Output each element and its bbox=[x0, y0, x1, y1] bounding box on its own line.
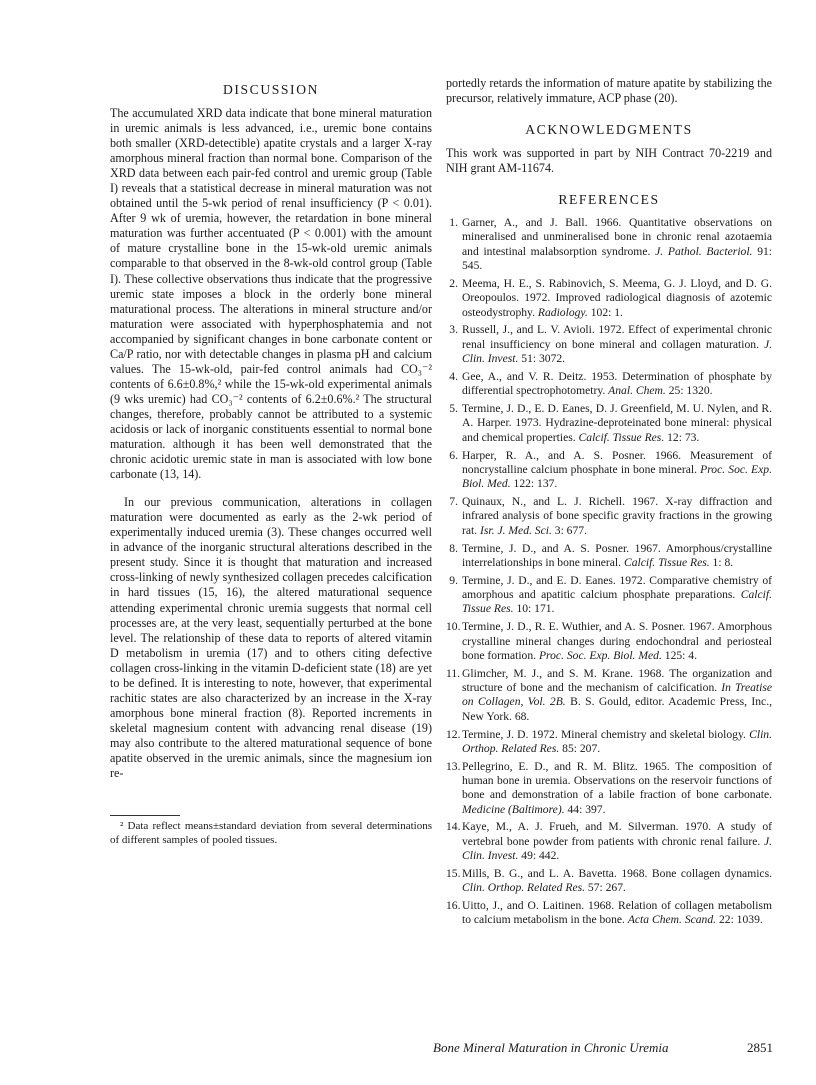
reference-citation: 122: 137. bbox=[513, 477, 558, 491]
reference-authors-title: Glimcher, M. J., and S. M. Krane. 1968. The organization and structure of bone and the mechanism of calcification. bbox=[462, 666, 772, 695]
reference-item bbox=[446, 728, 772, 757]
reference-journal: Calcif. Tissue Res. bbox=[462, 588, 772, 616]
reference-item bbox=[446, 760, 772, 817]
reference-number: 2. bbox=[449, 276, 458, 290]
discussion-paragraph-1: The accumulated XRD data indicate that bone mineral maturation in uremic animals is less advanced, i.e., uremic bone contains both smaller (XRD-detectible) apatite crystals and a larger X-ray amorphous mineral fraction than normal bone. Comparison of the XRD data between each pair-fed control and uremic group (Table I) reveals that a statistical decrease in mineral maturation was not obtained until the 5-wk period of renal insufficiency (P < 0.01). After 9 wk of uremia, however, the retardation in bone mineral maturation was further accentuated (P < 0.001) with the amount of mature crystalline bone in the 15-wk-old uremic animals comparable to that observed in the 8-wk-old control group (Table I). These collective observations thus indicate that the progressive uremic state imposes a block in the orderly bone mineral maturational process. The alterations in mineral structure and/or maturation were associated with hyperphosphatemia and not accompanied by significant changes in bone carbonate content or Ca/P ratio, nor with detectable changes in plasma pH and calcium values. The 15-wk-old, pair-fed control animals had CO₃⁻² contents of 6.6±0.8%,² while the 15-wk-old experimental animals (9 wks uremic) had CO₃⁻² contents of 6.2±0.6%.² The structural changes, therefore, probably cannot be attributed to a systemic acidosis or lack of inorganic constituents essential to normal bone maturation. although it has been well demonstrated that the chronic acidotic uremic state in man is associated with low bone carbonate (13, 14). bbox=[110, 106, 432, 482]
reference-authors-title: Pellegrino, E. D., and R. M. Blitz. 1965. The composition of human bone in uremia. Observations on the reservoir functions of bone and demonstration of a labile fraction of bone carbonate. bbox=[462, 759, 772, 802]
reference-number: 5. bbox=[449, 402, 458, 416]
reference-item bbox=[446, 277, 772, 320]
acknowledgments-text: This work was supported in part by NIH Contract 70-2219 and NIH grant AM-11674. bbox=[446, 146, 772, 176]
reference-citation: 44: 397. bbox=[567, 802, 606, 816]
reference-citation: 3: 677. bbox=[554, 523, 587, 537]
reference-citation: B. S. Gould, editor. Academic Press, Inc., New York. 68. bbox=[462, 695, 773, 723]
reference-citation: 125: 4. bbox=[664, 648, 697, 662]
reference-journal: Calcif. Tissue Res. bbox=[578, 430, 665, 444]
discussion-paragraph-3: portedly retards the information of mature apatite by stabilizing the precursor, relatively immature, ACP phase (20). bbox=[446, 76, 772, 106]
reference-number: 10. bbox=[446, 620, 461, 634]
left-column bbox=[110, 82, 432, 847]
reference-citation: 12: 73. bbox=[667, 430, 700, 444]
reference-journal: J. Clin. Invest. bbox=[462, 337, 772, 366]
reference-authors-title: Termine, J. D., and A. S. Posner. 1967. Amorphous/crystalline interrelationships in bone mineral. bbox=[462, 541, 772, 569]
acknowledgments-heading: ACKNOWLEDGMENTS bbox=[525, 122, 693, 138]
reference-journal: Medicine (Baltimore). bbox=[462, 802, 565, 816]
reference-citation: 10: 171. bbox=[516, 602, 555, 616]
reference-item bbox=[446, 667, 772, 724]
reference-authors-title: Termine, J. D., and E. D. Eanes. 1972. Comparative chemistry of amorphous and apatitic calcium phosphate preparations. bbox=[462, 573, 772, 602]
footnote-rule bbox=[110, 815, 180, 816]
reference-citation: 102: 1. bbox=[590, 305, 623, 319]
reference-authors-title: Mills, B. G., and L. A. Bavetta. 1968. Bone collagen dynamics. bbox=[462, 866, 772, 880]
reference-journal: Radiology. bbox=[537, 305, 588, 319]
reference-authors-title: Meema, H. E., S. Rabinovich, S. Meema, G. J. Lloyd, and D. G. Oreopoulos. 1972. Improved radiological diagnosis of azotemic osteodystrophy. bbox=[462, 276, 772, 319]
reference-item bbox=[446, 574, 772, 617]
reference-list bbox=[446, 216, 772, 928]
reference-authors-title: Kaye, M., A. J. Frueh, and M. Silverman. 1970. A study of vertebral bone powder from patients with chronic renal failure. bbox=[462, 820, 772, 848]
reference-journal: Clin. Orthop. Related Res. bbox=[462, 881, 586, 895]
page-number: 2851 bbox=[747, 1040, 773, 1055]
reference-journal: Anal. Chem. bbox=[608, 384, 666, 398]
footnote: ² Data reflect means±standard deviation from several determinations of different samples of pooled tissues. bbox=[110, 820, 432, 846]
page-footer bbox=[433, 1040, 773, 1056]
reference-authors-title: Gee, A., and V. R. Deitz. 1953. Determination of phosphate by differential spectrophotometry. bbox=[462, 369, 772, 398]
reference-item bbox=[446, 620, 772, 663]
reference-item bbox=[446, 867, 772, 896]
reference-item bbox=[446, 402, 772, 445]
reference-citation: 25: 1320. bbox=[668, 384, 713, 398]
reference-item bbox=[446, 323, 772, 366]
reference-item bbox=[446, 216, 772, 273]
reference-authors-title: Quinaux, N., and L. J. Richell. 1967. X-ray diffraction and infrared analysis of bone specific gravity fractions in the growing rat. bbox=[462, 495, 772, 537]
reference-journal: Acta Chem. Scand. bbox=[627, 913, 717, 927]
reference-item bbox=[446, 820, 772, 863]
reference-number: 12. bbox=[446, 727, 461, 741]
discussion-heading: DISCUSSION bbox=[222, 82, 320, 97]
reference-journal: Proc. Soc. Exp. Biol. Med. bbox=[538, 648, 662, 662]
reference-citation: 85: 207. bbox=[562, 741, 601, 755]
reference-item bbox=[446, 495, 772, 538]
reference-item bbox=[446, 370, 772, 399]
reference-citation: 91: 545. bbox=[462, 244, 773, 273]
reference-number: 11. bbox=[446, 666, 461, 680]
reference-authors-title: Termine, J. D., R. E. Wuthier, and A. S. Posner. 1967. Amorphous crystalline mineral changes during endochondral and periosteal bone formation. bbox=[462, 620, 772, 662]
reference-citation: 51: 3072. bbox=[521, 352, 566, 366]
reference-journal: J. Pathol. Bacteriol. bbox=[655, 244, 753, 258]
reference-journal: Isr. J. Med. Sci. bbox=[480, 523, 552, 537]
reference-number: 1. bbox=[449, 216, 458, 230]
reference-citation: 49: 442. bbox=[521, 849, 560, 863]
reference-journal: J. Clin. Invest. bbox=[462, 834, 772, 863]
reference-number: 8. bbox=[449, 541, 458, 555]
reference-journal: Clin. Orthop. Related Res. bbox=[462, 727, 772, 755]
reference-number: 14. bbox=[446, 820, 461, 834]
reference-journal: Calcif. Tissue Res. bbox=[623, 555, 710, 569]
discussion-paragraph-2: In our previous communication, alterations in collagen maturation were documented as early as the 2-wk period of experimentally induced uremia (3). These changes occurred well in advance of the inorganic structural alterations described in the present study. Since it is thought that maturation and increased cross-linking of newly synthesized collagen precedes calcification in hard tissues (15, 16), the altered maturational sequence attending experimental chronic uremia suggests that normal cell processes are, at the very least, sequentially perturbed at the bone level. The relationship of these data to reports of altered vitamin D metabolism in uremia (17) and to others citing defective collagen cross-linking in the vitamin D-deficient state (18) are yet to be defined. It is interesting to note, however, that experimental rachitic states are also characterized by an increase in the X-ray amorphous bone mineral fraction (8). Reported increments in skeletal magnesium content with advancing renal disease (19) may also contribute to the altered maturational sequence of bone apatite observed in the uremic animals, since the magnesium ion re- bbox=[110, 495, 432, 781]
reference-item bbox=[446, 542, 772, 571]
reference-item bbox=[446, 899, 772, 928]
reference-citation: 57: 267. bbox=[587, 881, 626, 895]
reference-number: 4. bbox=[449, 369, 458, 383]
reference-number: 16. bbox=[446, 899, 461, 913]
reference-citation: 1: 8. bbox=[712, 555, 734, 569]
reference-authors-title: Uitto, J., and O. Laitinen. 1968. Relation of collagen metabolism to calcium metabolism in the bone. bbox=[462, 899, 772, 927]
reference-authors-title: Harper, R. A., and A. S. Posner. 1966. Measurement of noncrystalline calcium phosphate in bone mineral. bbox=[462, 448, 772, 476]
reference-number: 15. bbox=[446, 866, 461, 880]
reference-number: 3. bbox=[449, 323, 458, 337]
right-column bbox=[446, 76, 772, 931]
reference-number: 6. bbox=[449, 448, 458, 462]
running-title: Bone Mineral Maturation in Chronic Uremia bbox=[433, 1040, 669, 1055]
reference-journal: In Treatise on Collagen, Vol. 2B. bbox=[462, 681, 772, 709]
reference-citation: 22: 1039. bbox=[718, 913, 763, 927]
reference-authors-title: Garner, A., and J. Ball. 1966. Quantitative observations on mineralised and unmineralised bone in chronic renal azotaemia and intestinal malabsorption syndrome. bbox=[462, 216, 772, 258]
reference-journal: Proc. Soc. Exp. Biol. Med. bbox=[462, 462, 772, 491]
reference-number: 9. bbox=[449, 573, 458, 587]
reference-authors-title: Russell, J., and L. V. Avioli. 1972. Effect of experimental chronic renal insufficiency on bone mineral and collagen maturation. bbox=[462, 323, 772, 351]
references-heading: REFERENCES bbox=[558, 192, 660, 208]
reference-number: 7. bbox=[449, 495, 458, 509]
reference-authors-title: Termine, J. D., E. D. Eanes, D. J. Greenfield, M. U. Nylen, and R. A. Harper. 1973. Hydrazine-deproteinated bone mineral: physical and chemical properties. bbox=[462, 402, 772, 444]
reference-item bbox=[446, 449, 772, 492]
reference-number: 13. bbox=[446, 759, 461, 773]
reference-authors-title: Termine, J. D. 1972. Mineral chemistry and skeletal biology. bbox=[462, 727, 746, 741]
